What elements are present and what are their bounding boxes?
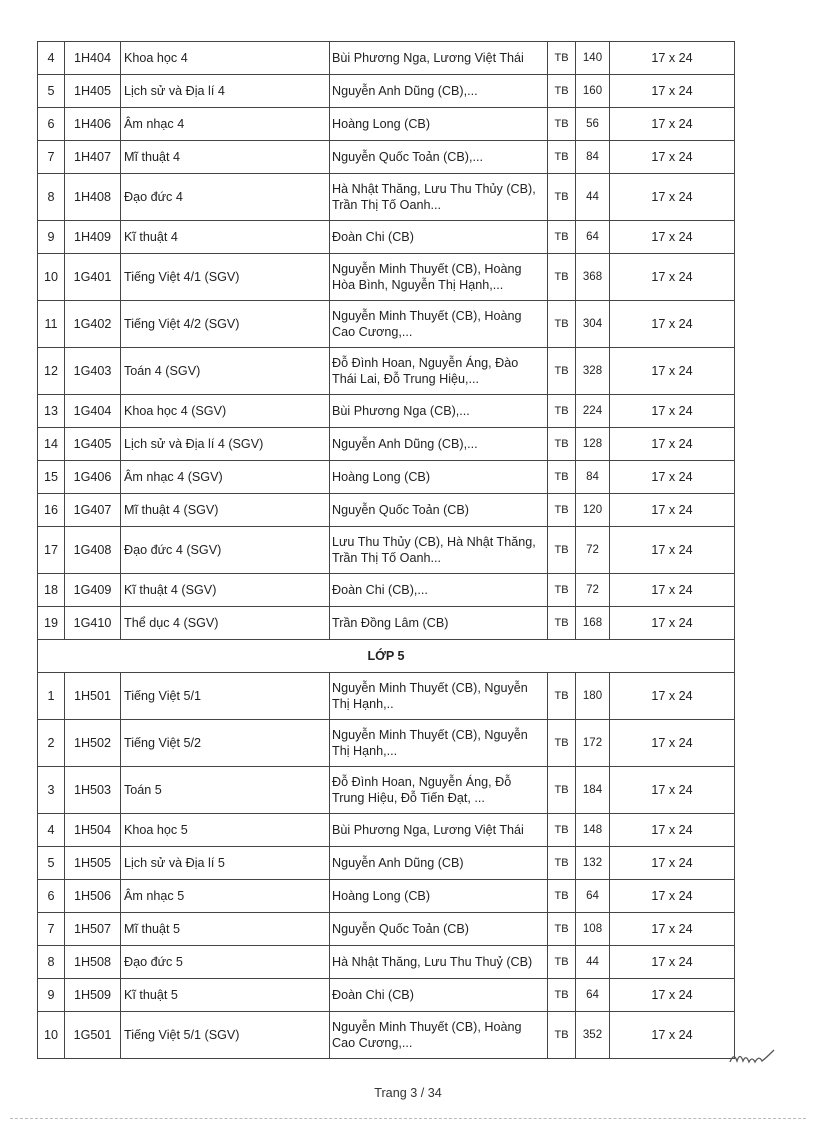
cell-print-type: TB <box>548 847 576 880</box>
cell-number: 6 <box>38 880 65 913</box>
cell-size: 17 x 24 <box>610 946 735 979</box>
cell-size: 17 x 24 <box>610 428 735 461</box>
cell-print-type: TB <box>548 174 576 221</box>
cell-size: 17 x 24 <box>610 527 735 574</box>
cell-size: 17 x 24 <box>610 494 735 527</box>
cell-number: 13 <box>38 395 65 428</box>
table-row <box>38 75 735 108</box>
cell-code: 1G410 <box>65 607 121 640</box>
cell-title: Kĩ thuật 4 (SGV) <box>121 574 330 607</box>
table-row <box>38 913 735 946</box>
cell-number: 9 <box>38 221 65 254</box>
cell-authors: Hoàng Long (CB) <box>330 108 548 141</box>
cell-print-type: TB <box>548 348 576 395</box>
table-row <box>38 395 735 428</box>
cell-size: 17 x 24 <box>610 880 735 913</box>
cell-number: 8 <box>38 946 65 979</box>
cell-authors: Lưu Thu Thủy (CB), Hà Nhật Thăng, Trần Thị Tố Oanh... <box>330 527 548 574</box>
cell-pages: 108 <box>576 913 610 946</box>
cell-print-type: TB <box>548 814 576 847</box>
cell-authors: Nguyễn Minh Thuyết (CB), Hoàng Cao Cương,... <box>330 301 548 348</box>
cell-code: 1H501 <box>65 673 121 720</box>
cell-pages: 132 <box>576 847 610 880</box>
cell-size: 17 x 24 <box>610 979 735 1012</box>
cell-code: 1G405 <box>65 428 121 461</box>
table-row <box>38 141 735 174</box>
table-row <box>38 720 735 767</box>
cell-code: 1G409 <box>65 574 121 607</box>
cell-authors: Bùi Phương Nga, Lương Việt Thái <box>330 814 548 847</box>
cell-print-type: TB <box>548 75 576 108</box>
table-row <box>38 254 735 301</box>
cell-title: Âm nhạc 4 (SGV) <box>121 461 330 494</box>
table-row <box>38 174 735 221</box>
grade-4-rows <box>38 42 735 640</box>
cell-print-type: TB <box>548 1012 576 1059</box>
cell-title: Khoa học 4 <box>121 42 330 75</box>
section-header <box>38 640 735 673</box>
cell-pages: 304 <box>576 301 610 348</box>
cell-authors: Hoàng Long (CB) <box>330 461 548 494</box>
cell-number: 10 <box>38 1012 65 1059</box>
cell-code: 1H405 <box>65 75 121 108</box>
cell-code: 1G407 <box>65 494 121 527</box>
cell-authors: Đoàn Chi (CB),... <box>330 574 548 607</box>
page-number: Trang 3 / 34 <box>374 1086 442 1100</box>
cell-pages: 140 <box>576 42 610 75</box>
table-row <box>38 1012 735 1059</box>
cell-number: 2 <box>38 720 65 767</box>
cell-pages: 44 <box>576 174 610 221</box>
cell-authors: Nguyễn Quốc Toản (CB) <box>330 494 548 527</box>
cell-print-type: TB <box>548 913 576 946</box>
section-title: LỚP 5 <box>38 640 735 673</box>
cell-print-type: TB <box>548 527 576 574</box>
table-row <box>38 847 735 880</box>
cell-title: Âm nhạc 5 <box>121 880 330 913</box>
cell-size: 17 x 24 <box>610 607 735 640</box>
cell-number: 19 <box>38 607 65 640</box>
cell-authors: Đoàn Chi (CB) <box>330 979 548 1012</box>
cell-print-type: TB <box>548 461 576 494</box>
cell-code: 1H404 <box>65 42 121 75</box>
cell-code: 1G404 <box>65 395 121 428</box>
cell-number: 6 <box>38 108 65 141</box>
table-row <box>38 946 735 979</box>
cell-number: 4 <box>38 42 65 75</box>
cell-pages: 168 <box>576 607 610 640</box>
cell-pages: 184 <box>576 767 610 814</box>
cell-title: Mĩ thuật 4 (SGV) <box>121 494 330 527</box>
cell-title: Đạo đức 4 <box>121 174 330 221</box>
cell-pages: 328 <box>576 348 610 395</box>
cell-title: Lịch sử và Địa lí 4 <box>121 75 330 108</box>
cell-authors: Nguyễn Quốc Toản (CB),... <box>330 141 548 174</box>
cell-authors: Nguyễn Minh Thuyết (CB), Nguyễn Thị Hạnh,... <box>330 720 548 767</box>
cell-code: 1H506 <box>65 880 121 913</box>
table-row <box>38 814 735 847</box>
page-bottom-rule <box>10 1118 806 1119</box>
cell-number: 12 <box>38 348 65 395</box>
cell-size: 17 x 24 <box>610 673 735 720</box>
cell-title: Kĩ thuật 5 <box>121 979 330 1012</box>
table-row <box>38 461 735 494</box>
table-row <box>38 880 735 913</box>
cell-pages: 352 <box>576 1012 610 1059</box>
cell-number: 7 <box>38 913 65 946</box>
cell-number: 10 <box>38 254 65 301</box>
cell-number: 16 <box>38 494 65 527</box>
cell-print-type: TB <box>548 607 576 640</box>
cell-size: 17 x 24 <box>610 913 735 946</box>
cell-code: 1H502 <box>65 720 121 767</box>
cell-print-type: TB <box>548 221 576 254</box>
cell-authors: Nguyễn Anh Dũng (CB),... <box>330 428 548 461</box>
cell-code: 1G401 <box>65 254 121 301</box>
cell-title: Lịch sử và Địa lí 5 <box>121 847 330 880</box>
signature-mark <box>728 1046 776 1070</box>
cell-title: Tiếng Việt 5/1 (SGV) <box>121 1012 330 1059</box>
cell-authors: Nguyễn Minh Thuyết (CB), Nguyễn Thị Hạnh,.. <box>330 673 548 720</box>
cell-size: 17 x 24 <box>610 461 735 494</box>
cell-print-type: TB <box>548 494 576 527</box>
cell-size: 17 x 24 <box>610 348 735 395</box>
cell-size: 17 x 24 <box>610 301 735 348</box>
table-row <box>38 108 735 141</box>
cell-authors: Bùi Phương Nga, Lương Việt Thái <box>330 42 548 75</box>
cell-print-type: TB <box>548 395 576 428</box>
cell-print-type: TB <box>548 979 576 1012</box>
cell-title: Mĩ thuật 4 <box>121 141 330 174</box>
table-row <box>38 527 735 574</box>
cell-number: 5 <box>38 847 65 880</box>
table-row <box>38 673 735 720</box>
cell-number: 9 <box>38 979 65 1012</box>
cell-code: 1H407 <box>65 141 121 174</box>
cell-print-type: TB <box>548 42 576 75</box>
cell-pages: 128 <box>576 428 610 461</box>
cell-number: 8 <box>38 174 65 221</box>
cell-pages: 64 <box>576 979 610 1012</box>
cell-pages: 172 <box>576 720 610 767</box>
cell-authors: Nguyễn Anh Dũng (CB),... <box>330 75 548 108</box>
grade-5-rows <box>38 673 735 1059</box>
cell-number: 14 <box>38 428 65 461</box>
cell-title: Mĩ thuật 5 <box>121 913 330 946</box>
cell-pages: 72 <box>576 527 610 574</box>
cell-title: Khoa học 5 <box>121 814 330 847</box>
table-row <box>38 42 735 75</box>
cell-title: Toán 4 (SGV) <box>121 348 330 395</box>
cell-authors: Trần Đồng Lâm (CB) <box>330 607 548 640</box>
cell-number: 11 <box>38 301 65 348</box>
cell-code: 1H408 <box>65 174 121 221</box>
cell-pages: 72 <box>576 574 610 607</box>
cell-code: 1H508 <box>65 946 121 979</box>
cell-size: 17 x 24 <box>610 1012 735 1059</box>
cell-code: 1G408 <box>65 527 121 574</box>
cell-authors: Hoàng Long (CB) <box>330 880 548 913</box>
cell-print-type: TB <box>548 254 576 301</box>
cell-title: Âm nhạc 4 <box>121 108 330 141</box>
cell-code: 1H503 <box>65 767 121 814</box>
cell-title: Đạo đức 4 (SGV) <box>121 527 330 574</box>
cell-authors: Hà Nhật Thăng, Lưu Thu Thuỷ (CB) <box>330 946 548 979</box>
cell-number: 3 <box>38 767 65 814</box>
table-row <box>38 574 735 607</box>
cell-pages: 44 <box>576 946 610 979</box>
cell-authors: Nguyễn Minh Thuyết (CB), Hoàng Cao Cương,... <box>330 1012 548 1059</box>
cell-print-type: TB <box>548 428 576 461</box>
cell-authors: Nguyễn Anh Dũng (CB) <box>330 847 548 880</box>
cell-number: 4 <box>38 814 65 847</box>
table-row <box>38 607 735 640</box>
cell-number: 18 <box>38 574 65 607</box>
cell-authors: Nguyễn Quốc Toản (CB) <box>330 913 548 946</box>
cell-print-type: TB <box>548 673 576 720</box>
cell-code: 1H507 <box>65 913 121 946</box>
table-row <box>38 767 735 814</box>
cell-pages: 368 <box>576 254 610 301</box>
cell-title: Tiếng Việt 4/2 (SGV) <box>121 301 330 348</box>
cell-authors: Đỗ Đình Hoan, Nguyễn Áng, Đào Thái Lai, Đỗ Trung Hiệu,... <box>330 348 548 395</box>
cell-size: 17 x 24 <box>610 75 735 108</box>
cell-title: Đạo đức 5 <box>121 946 330 979</box>
cell-size: 17 x 24 <box>610 141 735 174</box>
cell-pages: 56 <box>576 108 610 141</box>
cell-pages: 84 <box>576 461 610 494</box>
cell-number: 15 <box>38 461 65 494</box>
cell-print-type: TB <box>548 720 576 767</box>
cell-size: 17 x 24 <box>610 395 735 428</box>
cell-print-type: TB <box>548 880 576 913</box>
cell-number: 17 <box>38 527 65 574</box>
table-row <box>38 221 735 254</box>
cell-pages: 120 <box>576 494 610 527</box>
cell-size: 17 x 24 <box>610 814 735 847</box>
cell-print-type: TB <box>548 574 576 607</box>
cell-authors: Hà Nhật Thăng, Lưu Thu Thủy (CB), Trần Thị Tố Oanh... <box>330 174 548 221</box>
cell-size: 17 x 24 <box>610 108 735 141</box>
table-row <box>38 979 735 1012</box>
cell-size: 17 x 24 <box>610 254 735 301</box>
cell-size: 17 x 24 <box>610 574 735 607</box>
cell-title: Khoa học 4 (SGV) <box>121 395 330 428</box>
cell-size: 17 x 24 <box>610 221 735 254</box>
cell-title: Tiếng Việt 5/1 <box>121 673 330 720</box>
cell-code: 1G406 <box>65 461 121 494</box>
table-row <box>38 301 735 348</box>
cell-code: 1H406 <box>65 108 121 141</box>
cell-title: Toán 5 <box>121 767 330 814</box>
cell-number: 7 <box>38 141 65 174</box>
cell-authors: Nguyễn Minh Thuyết (CB), Hoàng Hòa Bình, Nguyễn Thị Hạnh,... <box>330 254 548 301</box>
cell-authors: Đoàn Chi (CB) <box>330 221 548 254</box>
cell-title: Thể dục 4 (SGV) <box>121 607 330 640</box>
cell-title: Tiếng Việt 5/2 <box>121 720 330 767</box>
cell-title: Kĩ thuật 4 <box>121 221 330 254</box>
cell-print-type: TB <box>548 767 576 814</box>
cell-pages: 64 <box>576 221 610 254</box>
cell-title: Tiếng Việt 4/1 (SGV) <box>121 254 330 301</box>
cell-size: 17 x 24 <box>610 847 735 880</box>
cell-print-type: TB <box>548 301 576 348</box>
cell-code: 1G402 <box>65 301 121 348</box>
cell-pages: 84 <box>576 141 610 174</box>
cell-code: 1H504 <box>65 814 121 847</box>
table-row <box>38 494 735 527</box>
cell-size: 17 x 24 <box>610 174 735 221</box>
cell-size: 17 x 24 <box>610 42 735 75</box>
cell-size: 17 x 24 <box>610 767 735 814</box>
cell-number: 1 <box>38 673 65 720</box>
cell-code: 1H505 <box>65 847 121 880</box>
cell-pages: 180 <box>576 673 610 720</box>
cell-authors: Bùi Phương Nga (CB),... <box>330 395 548 428</box>
cell-pages: 224 <box>576 395 610 428</box>
cell-code: 1H409 <box>65 221 121 254</box>
cell-pages: 148 <box>576 814 610 847</box>
cell-print-type: TB <box>548 946 576 979</box>
cell-print-type: TB <box>548 108 576 141</box>
cell-size: 17 x 24 <box>610 720 735 767</box>
cell-number: 5 <box>38 75 65 108</box>
cell-authors: Đỗ Đình Hoan, Nguyễn Áng, Đỗ Trung Hiệu, Đỗ Tiến Đạt, ... <box>330 767 548 814</box>
cell-print-type: TB <box>548 141 576 174</box>
cell-code: 1G403 <box>65 348 121 395</box>
cell-pages: 64 <box>576 880 610 913</box>
table-row <box>38 348 735 395</box>
cell-code: 1G501 <box>65 1012 121 1059</box>
cell-title: Lịch sử và Địa lí 4 (SGV) <box>121 428 330 461</box>
cell-pages: 160 <box>576 75 610 108</box>
cell-code: 1H509 <box>65 979 121 1012</box>
table-row <box>38 428 735 461</box>
book-list-table <box>37 41 735 1059</box>
